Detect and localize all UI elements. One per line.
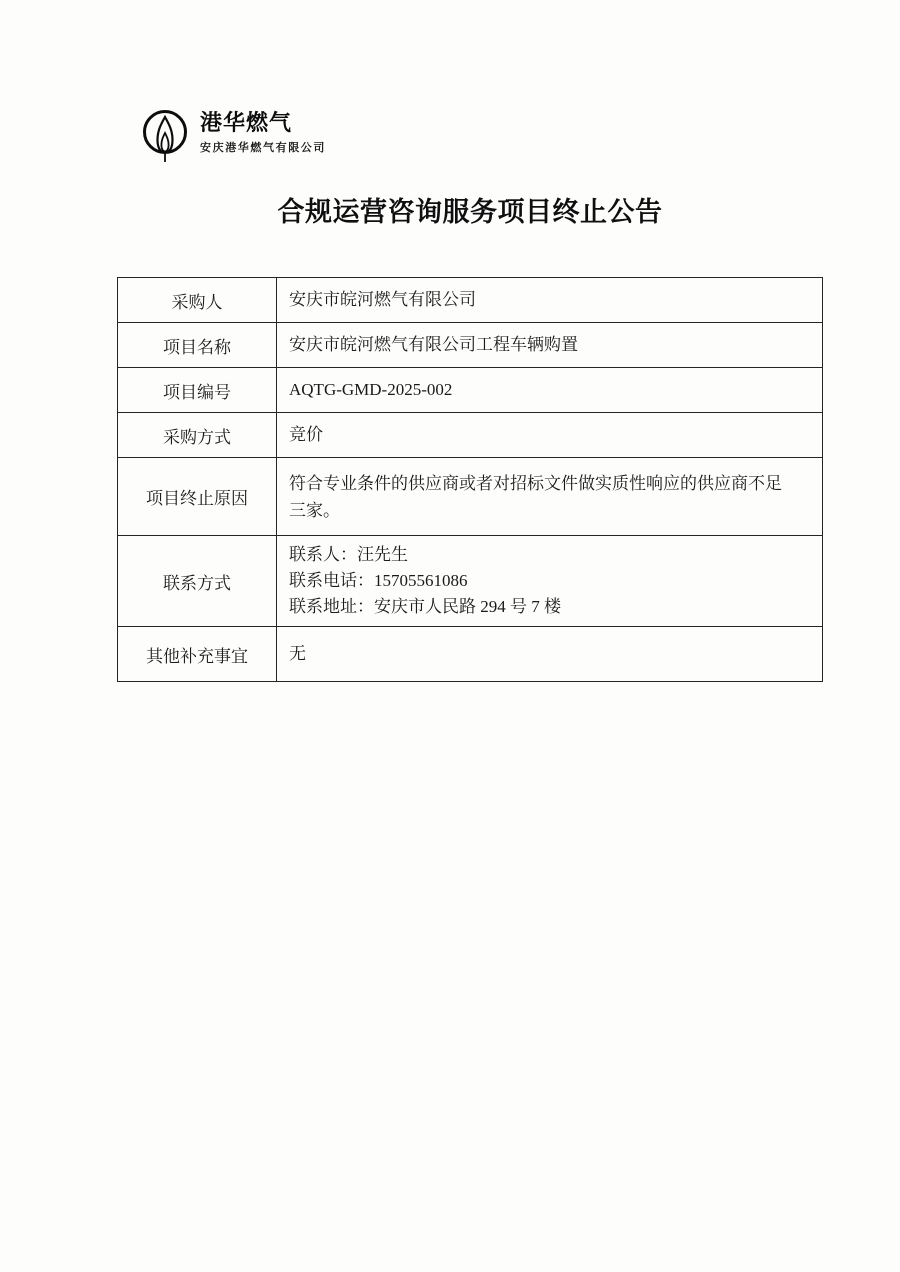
procurement-method-label: 采购方式 [118, 413, 277, 458]
other-matters-label: 其他补充事宜 [118, 627, 277, 682]
row-project-name [118, 323, 823, 368]
row-other-matters [118, 627, 823, 682]
row-project-number [118, 368, 823, 413]
contact-info-value [277, 536, 823, 627]
project-number-label: 项目编号 [118, 368, 277, 413]
flame-in-circle-icon [141, 108, 189, 166]
announcement-table [117, 277, 823, 682]
row-termination-reason [118, 458, 823, 536]
project-number-value [277, 368, 823, 413]
row-buyer [118, 278, 823, 323]
row-contact-info [118, 536, 823, 627]
company-name: 安庆港华燃气有限公司 [200, 142, 326, 154]
contact-phone-line: 联系电话：15705561086 [289, 571, 468, 590]
value-line: 安庆市皖河燃气有限公司工程车辆购置 [289, 335, 578, 354]
value-line: 竞价 [289, 425, 323, 444]
logo-text [200, 108, 326, 155]
project-name-label: 项目名称 [118, 323, 277, 368]
termination-reason-value [277, 458, 823, 536]
document-title: 合规运营咨询服务项目终止公告 [277, 197, 663, 227]
brand-name: 港华燃气 [200, 110, 293, 135]
company-logo [141, 108, 326, 166]
value-line: 安庆市皖河燃气有限公司 [289, 290, 476, 309]
value-line: 符合专业条件的供应商或者对招标文件做实质性响应的供应商不足 [289, 473, 782, 493]
value-line: AQTG-GMD-2025-002 [289, 380, 453, 399]
contact-info-label: 联系方式 [118, 536, 277, 627]
value-line: 无 [289, 644, 306, 663]
termination-reason-label: 项目终止原因 [118, 458, 277, 536]
value-line: 三家。 [289, 500, 340, 520]
procurement-method-value [277, 413, 823, 458]
contact-address-line: 联系地址：安庆市人民路 294 号 7 楼 [289, 597, 561, 616]
buyer-label: 采购人 [118, 278, 277, 323]
buyer-value [277, 278, 823, 323]
project-name-value [277, 323, 823, 368]
row-procurement-method [118, 413, 823, 458]
contact-person-line: 联系人：汪先生 [289, 545, 408, 564]
other-matters-value [277, 627, 823, 682]
